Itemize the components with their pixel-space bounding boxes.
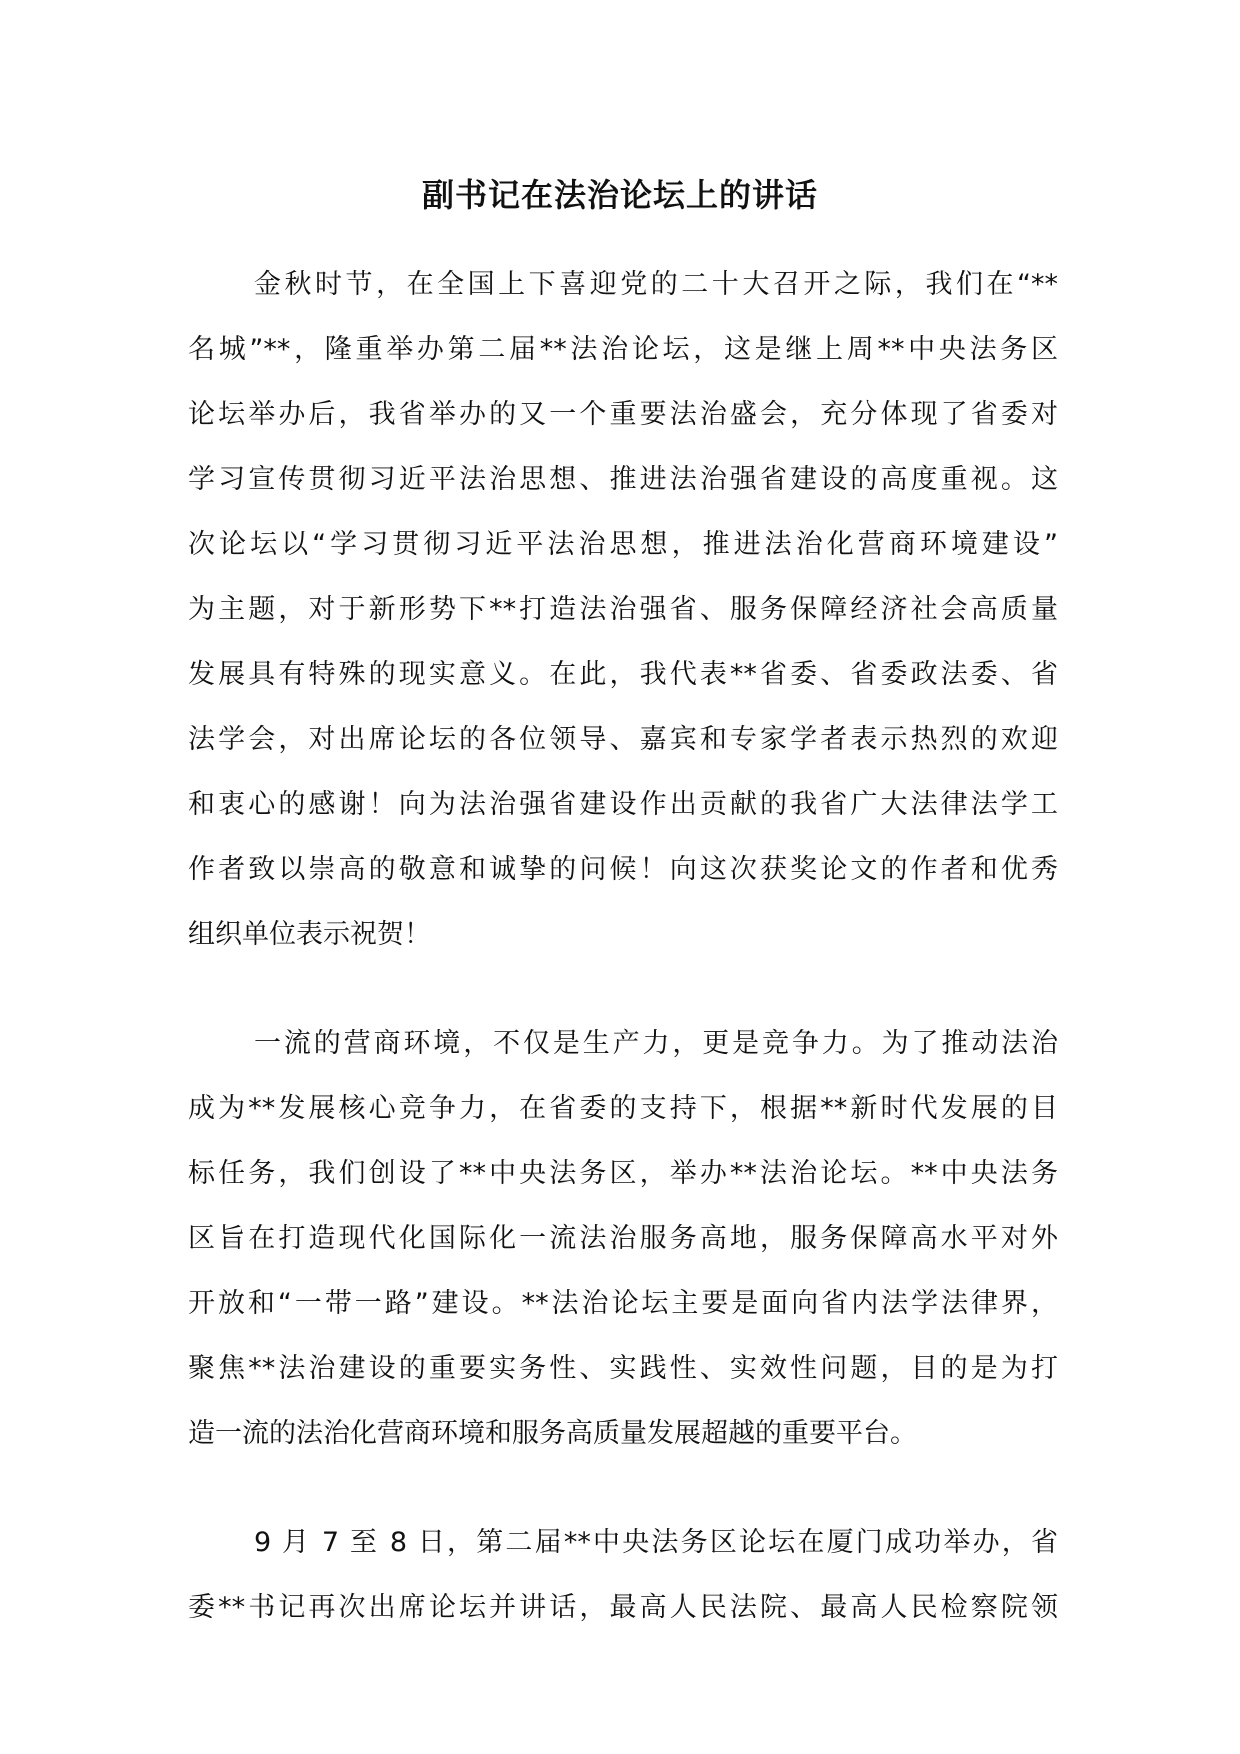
- paragraph-line: 次论坛以“学习贯彻习近平法治思想，推进法治化营商环境建设”: [188, 529, 1058, 560]
- paragraph-line: 为主题，对于新形势下**打造法治强省、服务保障经济社会高质量: [188, 594, 1058, 625]
- paragraph-line: 标任务，我们创设了**中央法务区，举办**法治论坛。**中央法务: [188, 1158, 1058, 1189]
- paragraph-1: [188, 252, 1058, 967]
- document-body: [188, 252, 1058, 1684]
- paragraph-line: 论坛举办后，我省举办的又一个重要法治盛会，充分体现了省委对: [188, 399, 1058, 430]
- paragraph-line: 开放和“一带一路”建设。**法治论坛主要是面向省内法学法律界，: [188, 1288, 1058, 1319]
- paragraph-3: [188, 1510, 1058, 1640]
- paragraph-line: 成为**发展核心竞争力，在省委的支持下，根据**新时代发展的目: [188, 1093, 1058, 1124]
- paragraph-line: 一流的营商环境，不仅是生产力，更是竞争力。为了推动法治: [254, 1028, 1058, 1059]
- paragraph-line: 法学会，对出席论坛的各位领导、嘉宾和专家学者表示热烈的欢迎: [188, 724, 1058, 755]
- paragraph-line: 组织单位表示祝贺！: [188, 919, 431, 950]
- paragraph-2: [188, 1011, 1058, 1466]
- paragraph-line: 区旨在打造现代化国际化一流法治服务高地，服务保障高水平对外: [188, 1223, 1058, 1254]
- paragraph-line: 委**书记再次出席论坛并讲话，最高人民法院、最高人民检察院领: [188, 1592, 1058, 1623]
- paragraph-line: 聚焦**法治建设的重要实务性、实践性、实效性问题，目的是为打: [188, 1353, 1058, 1384]
- paragraph-line: 造一流的法治化营商环境和服务高质量发展超越的重要平台。: [188, 1418, 917, 1449]
- paragraph-line: 9 月 7 至 8 日，第二届**中央法务区论坛在厦门成功举办，省: [254, 1527, 1058, 1558]
- paragraph-line: 学习宣传贯彻习近平法治思想、推进法治强省建设的高度重视。这: [188, 464, 1058, 495]
- paragraph-line: 发展具有特殊的现实意义。在此，我代表**省委、省委政法委、省: [188, 659, 1058, 690]
- paragraph-line: 金秋时节，在全国上下喜迎党的二十大召开之际，我们在“**: [254, 269, 1058, 300]
- document-title: 副书记在法治论坛上的讲话: [421, 176, 818, 214]
- paragraph-line: 作者致以崇高的敬意和诚挚的问候！向这次获奖论文的作者和优秀: [188, 854, 1058, 885]
- paragraph-line: 和衷心的感谢！向为法治强省建设作出贡献的我省广大法律法学工: [188, 789, 1058, 820]
- paragraph-line: 名城”**，隆重举办第二届**法治论坛，这是继上周**中央法务区: [188, 334, 1058, 365]
